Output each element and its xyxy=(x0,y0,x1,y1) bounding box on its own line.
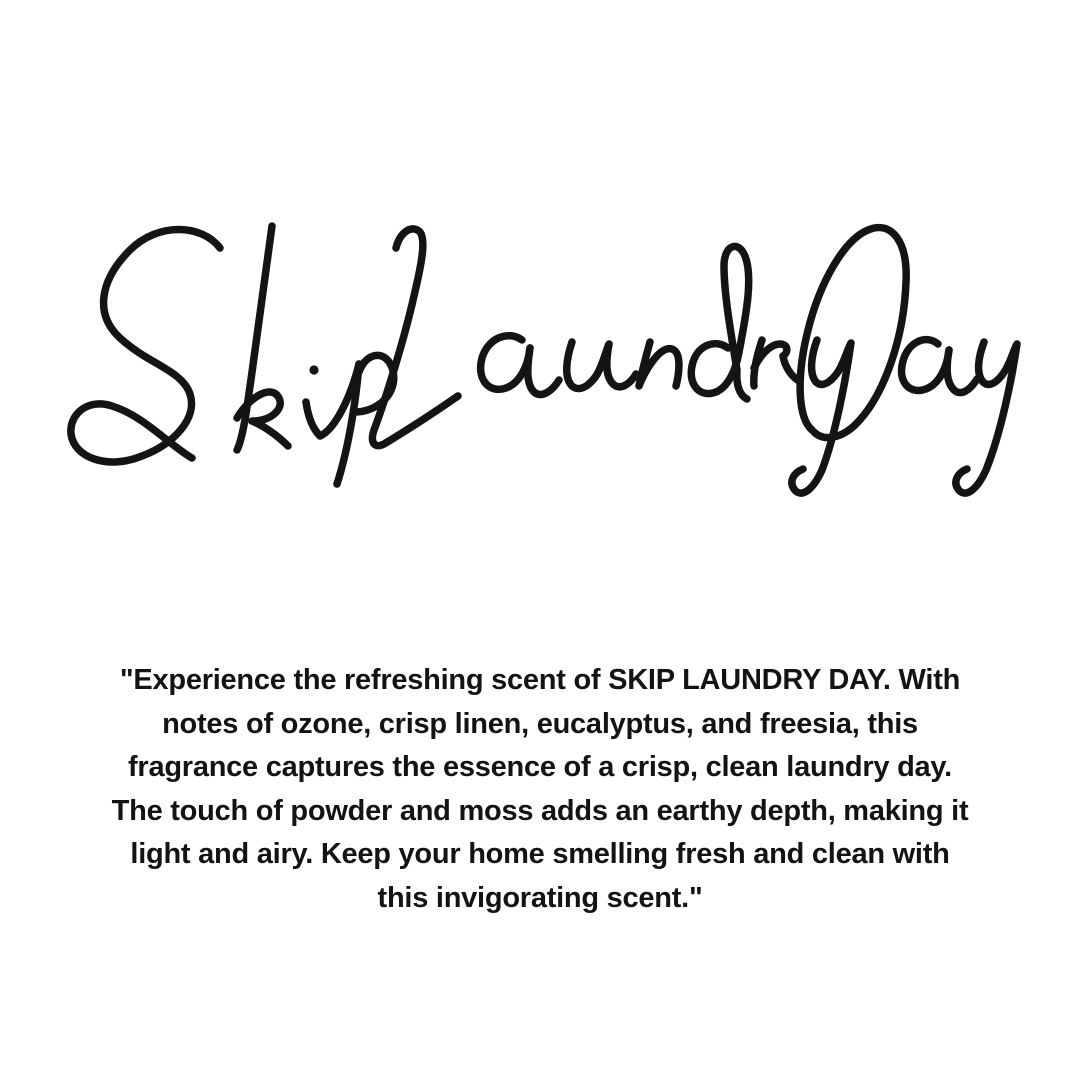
letter-stroke-p-stem xyxy=(337,364,359,484)
letter-stroke-u xyxy=(567,342,636,389)
letter-stroke-s xyxy=(71,230,220,462)
script-word-laundry xyxy=(372,229,851,493)
script-word-day xyxy=(800,228,1017,494)
letter-stroke-cap-d xyxy=(800,228,906,438)
i-dot xyxy=(309,365,318,374)
quote-line: The touch of powder and moss adds an earthy depth, making it xyxy=(111,794,969,827)
letter-stroke-n xyxy=(639,342,679,386)
quote-line: this invigorating scent." xyxy=(377,881,703,914)
letter-stroke-l xyxy=(372,229,458,446)
product-description xyxy=(0,659,1080,920)
letter-stroke-a2-side xyxy=(947,350,977,393)
page-title xyxy=(0,0,1,1)
letter-stroke-a-bowl xyxy=(481,336,530,390)
letter-stroke-a-side xyxy=(528,348,559,394)
letter-stroke-a2-bowl xyxy=(902,340,949,391)
quote-line: "Experience the refreshing scent of SKIP LAUNDRY DAY. With xyxy=(119,664,961,696)
script-title xyxy=(60,218,1020,518)
quote-line: fragrance captures the essence of a crisp, clean laundry day. xyxy=(128,751,952,783)
quote-line: light and airy. Keep your home smelling fresh and clean with xyxy=(130,838,950,870)
script-word-skip xyxy=(71,226,394,484)
quote-line: notes of ozone, crisp linen, eucalyptus, and freesia, this xyxy=(162,707,918,740)
letter-stroke-y2 xyxy=(956,342,1017,493)
